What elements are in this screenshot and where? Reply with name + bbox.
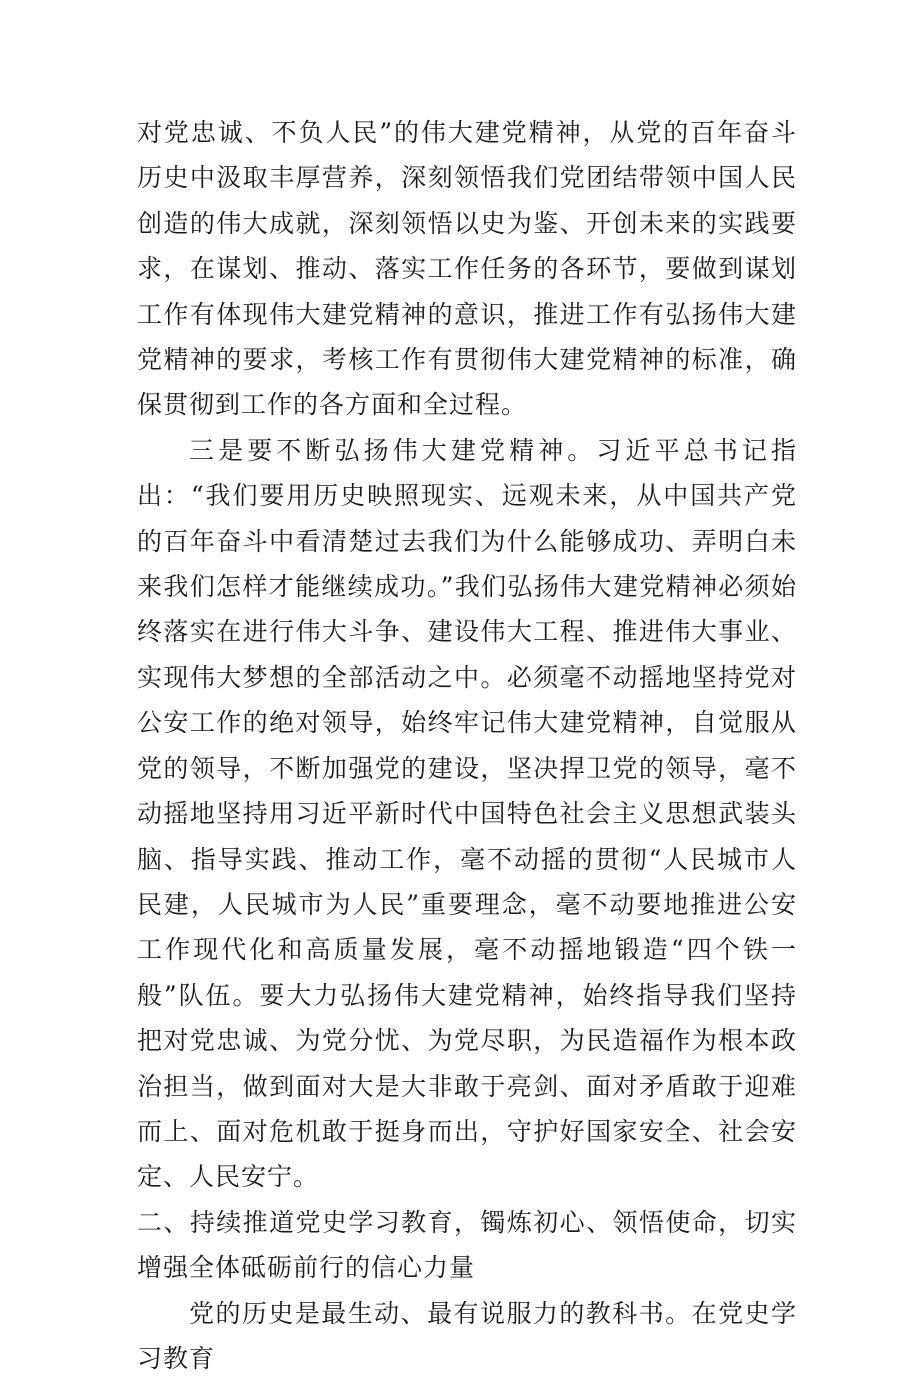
body-paragraph-2: 三是要不断弘扬伟大建党精神。习近平总书记指出：“我们要用历史映照现实、远观未来，从中国共产党的百年奋斗中看清楚过去我们为什么能够成功、弄明白未来我们怎样才能继续成功。”我们弘扬伟大建党精神必须始终落实在进行伟大斗争、建设伟大工程、推进伟大事业、实现伟大梦想的全部活动之中。必须毫不动摇地坚持党对公安工作的绝对领导，始终牢记伟大建党精神，自觉服从党的领导，不断加强党的建设，坚决捍卫党的领导，毫不动摇地坚持用习近平新时代中国特色社会主义思想武装头脑、指导实践、推动工作，毫不动摇的贯彻“人民城市人民建，人民城市为人民”重要理念，毫不动要地推进公安工作现代化和高质量发展，毫不动摇地锻造“四个铁一般”队伍。要大力弘扬伟大建党精神，始终指导我们坚持把对党忠诚、为党分忧、为党尽职，为民造福作为根本政治担当，做到面对大是大非敢于亮剑、面对矛盾敢于迎难而上、面对危机敢于挺身而出，守护好国家安全、社会安定、人民安宁。 [137, 435, 797, 1192]
body-paragraph-3: 党的历史是最生动、最有说服力的教科书。在党史学习教育 [137, 1298, 797, 1373]
document-body [137, 110, 797, 1381]
body-paragraph-1: 对党忠诚、不负人民”的伟大建党精神，从党的百年奋斗历史中汲取丰厚营养，深刻领悟我们党团结带领中国人民创造的伟大成就，深刻领悟以史为鉴、开创未来的实践要求，在谋划、推动、落实工作任务的各环节，要做到谋划工作有体现伟大建党精神的意识，推进工作有弘扬伟大建党精神的要求，考核工作有贯彻伟大建党精神的标准，确保贯彻到工作的各方面和全过程。 [137, 118, 797, 420]
section-heading-2: 二、持续推道党史学习教育，镯炼初心、领悟使命，切实增强全体砥砺前行的信心力量 [137, 1207, 797, 1283]
